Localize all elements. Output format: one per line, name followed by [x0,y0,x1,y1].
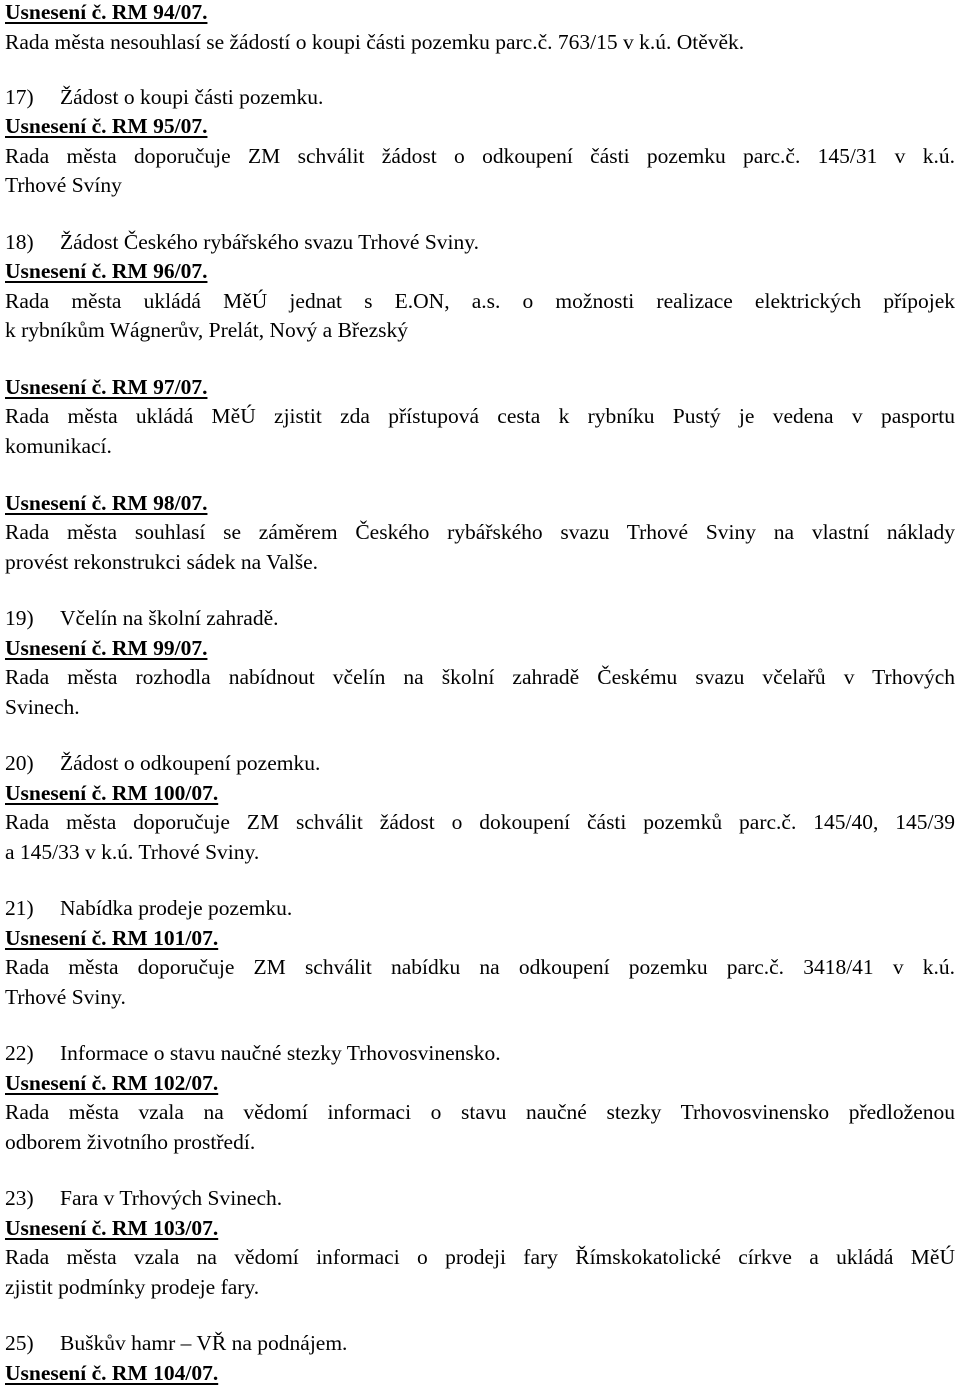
resolution-text-line: a 145/33 v k.ú. Trhové Sviny. [5,840,260,864]
resolution-number: Usnesení č. RM 97/07. [5,375,208,399]
resolution-text-line: Trhové Sviny. [5,985,126,1009]
resolution-number: Usnesení č. RM 102/07. [5,1071,219,1095]
agenda-item-heading [5,1039,955,1068]
agenda-item-title: Nabídka prodeje pozemku. [60,896,293,920]
agenda-item-number: 22) [5,1041,34,1065]
resolution-text-line: odborem životního prostředí. [5,1130,256,1154]
agenda-item-title: Buškův hamr – VŘ na podnájem. [60,1331,348,1355]
agenda-item-number: 20) [5,751,34,775]
agenda-item-heading [5,1329,955,1358]
resolution-heading [5,373,955,402]
agenda-item-number: 23) [5,1186,34,1210]
resolution-heading [5,0,955,27]
agenda-item-heading [5,228,955,257]
resolution-number: Usnesení č. RM 99/07. [5,636,208,660]
resolution-text-line: Rada města doporučuje ZM schválit žádost o dokoupení části pozemků parc.č. 145/40, 145/39 [5,810,955,834]
resolution-heading [5,257,955,286]
resolution-text-line: Rada města doporučuje ZM schválit žádost o odkoupení části pozemku parc.č. 145/31 v k.ú. [5,144,955,168]
resolution-heading [5,924,955,953]
resolution-number: Usnesení č. RM 103/07. [5,1216,219,1240]
agenda-item-number: 25) [5,1331,34,1355]
resolution-text-line: komunikací. [5,434,112,458]
resolution-text-line: k rybníkům Wágnerův, Prelát, Nový a Březský [5,318,409,342]
resolution-text-line: Rada města vzala na vědomí informaci o prodeji fary Římskokatolické církve a ukládá MěÚ [5,1245,955,1269]
resolution-heading [5,1214,955,1243]
agenda-item-title: Žádost o koupi části pozemku. [60,85,324,109]
resolution-text-line: Rada města ukládá MěÚ jednat s E.ON, a.s. o možnosti realizace elektrických přípojek [5,289,955,313]
resolution-text-line: Rada města ukládá MěÚ zjistit zda přístupová cesta k rybníku Pustý je vedena v pasportu [5,404,955,428]
resolution-number: Usnesení č. RM 96/07. [5,259,208,283]
resolution-number: Usnesení č. RM 104/07. [5,1361,219,1385]
resolution-text-line: Rada města doporučuje ZM schválit nabídku na odkoupení pozemku parc.č. 3418/41 v k.ú. [5,955,955,979]
resolution-number: Usnesení č. RM 95/07. [5,114,208,138]
agenda-item-title: Žádost Českého rybářského svazu Trhové Sviny. [60,230,480,254]
resolution-text-line: provést rekonstrukci sádek na Valše. [5,550,319,574]
agenda-item-title: Informace o stavu naučné stezky Trhovosvinensko. [60,1041,501,1065]
resolution-heading [5,779,955,808]
resolution-heading [5,112,955,141]
resolution-heading [5,489,955,518]
resolution-heading [5,1069,955,1098]
agenda-item-heading [5,894,955,923]
resolution-text-line: Rada města souhlasí se záměrem Českého rybářského svazu Trhové Sviny na vlastní náklady [5,520,955,544]
agenda-item-title: Žádost o odkoupení pozemku. [60,751,321,775]
agenda-item-heading [5,1184,955,1213]
agenda-item-number: 21) [5,896,34,920]
resolution-text-line: Svinech. [5,695,80,719]
agenda-item-number: 19) [5,606,34,630]
agenda-item-title: Včelín na školní zahradě. [60,606,279,630]
resolution-text-line: zjistit podmínky prodeje fary. [5,1275,260,1299]
resolution-text-line: Rada města nesouhlasí se žádostí o koupi části pozemku parc.č. 763/15 v k.ú. Otěvěk. [5,30,745,54]
agenda-item-number: 18) [5,230,34,254]
resolution-number: Usnesení č. RM 98/07. [5,491,208,515]
agenda-item-heading [5,749,955,778]
agenda-item-heading [5,83,955,112]
resolution-number: Usnesení č. RM 101/07. [5,926,219,950]
resolution-number: Usnesení č. RM 94/07. [5,0,208,24]
resolution-text-line: Rada města rozhodla nabídnout včelín na školní zahradě Českému svazu včelařů v Trhových [5,665,955,689]
resolution-heading [5,1359,955,1388]
agenda-item-number: 17) [5,85,34,109]
resolution-text-line: Rada města vzala na vědomí informaci o stavu naučné stezky Trhovosvinensko předloženou [5,1100,955,1124]
agenda-item-title: Fara v Trhových Svinech. [60,1186,283,1210]
agenda-item-heading [5,604,955,633]
resolution-number: Usnesení č. RM 100/07. [5,781,219,805]
resolution-text-line: Trhové Svíny [5,173,122,197]
resolution-heading [5,634,955,663]
